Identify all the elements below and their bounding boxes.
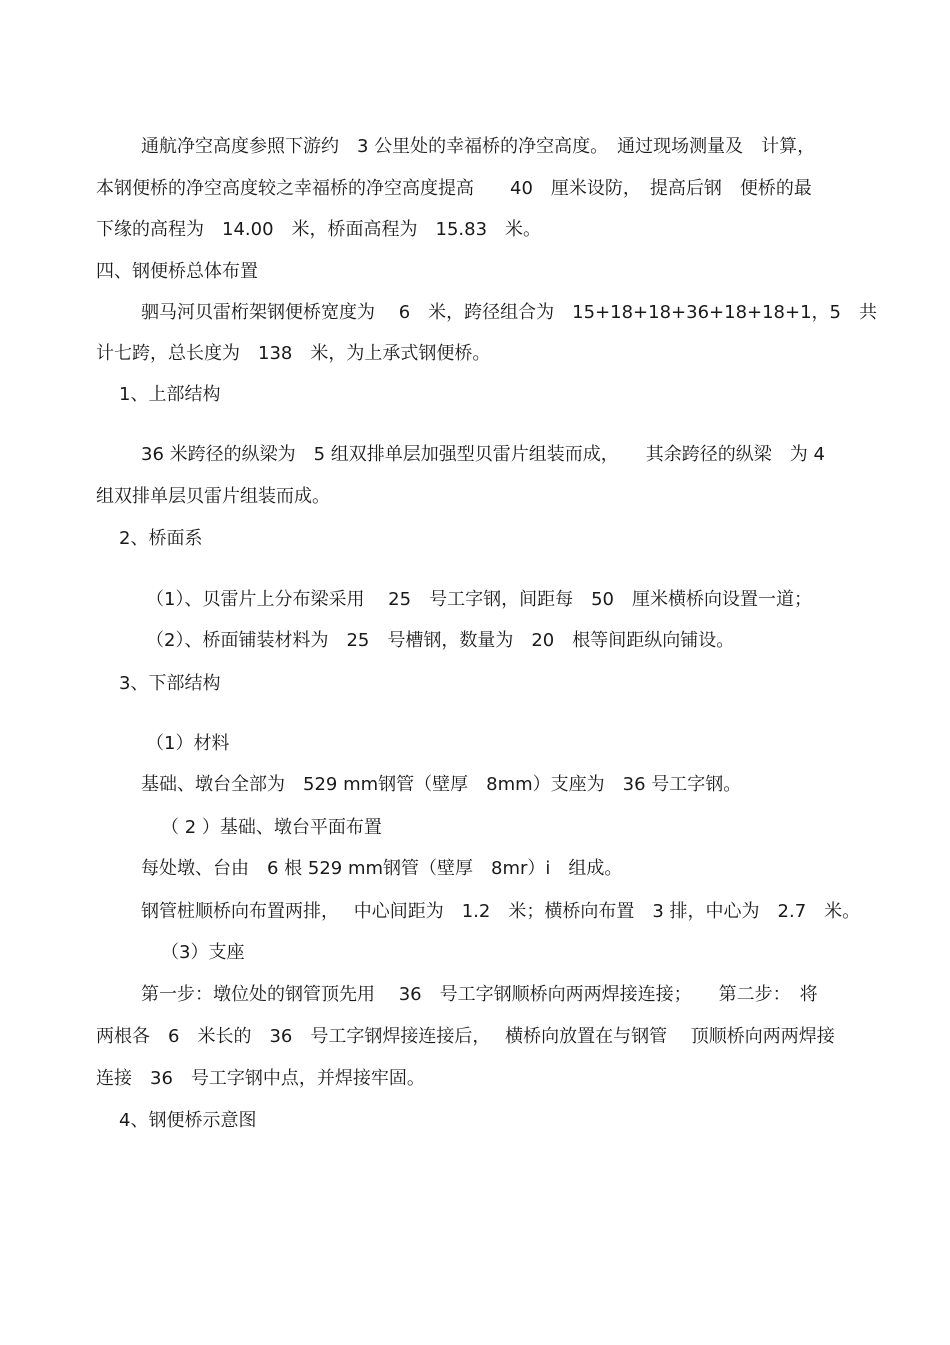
paragraph-line: 第一步：墩位处的钢管顶先用 36 号工字钢顺桥向两两焊接连接； 第二步： 将 <box>141 984 818 1005</box>
paragraph-line: 每处墩、台由 6 根 529 mm钢管（壁厚 8mr）i 组成。 <box>141 858 623 879</box>
paragraph-line: 钢管桩顺桥向布置两排， 中心间距为 1.2 米；横桥向布置 3 排，中心为 2.7 米。 <box>141 901 861 922</box>
paragraph-line: 本钢便桥的净空高度较之幸福桥的净空高度提高 40 厘米设防， 提高后钢 便桥的最 <box>96 178 812 199</box>
list-item: （1）、贝雷片上分布梁采用 25 号工字钢，间距每 50 厘米横桥向设置一道； <box>146 589 812 610</box>
paragraph-line: 36 米跨径的纵梁为 5 组双排单层加强型贝雷片组装而成， 其余跨径的纵梁 为 4 <box>141 444 825 465</box>
paragraph-line: 两根各 6 米长的 36 号工字钢焊接连接后， 横桥向放置在与钢管 顶顺桥向两两焊接 <box>96 1026 835 1047</box>
item-heading: （1）材料 <box>146 733 230 754</box>
paragraph-line: 计七跨，总长度为 138 米，为上承式钢便桥。 <box>96 343 491 364</box>
paragraph-line: 下缘的高程为 14.00 米，桥面高程为 15.83 米。 <box>96 219 542 240</box>
paragraph-line: 驷马河贝雷桁架钢便桥宽度为 6 米，跨径组合为 15+18+18+36+18+18+1，5 共 <box>141 302 877 323</box>
list-item: （2）、桥面铺装材料为 25 号槽钢，数量为 20 根等间距纵向铺设。 <box>146 630 735 651</box>
paragraph-line: 基础、墩台全部为 529 mm钢管（壁厚 8mm）支座为 36 号工字钢。 <box>141 774 742 795</box>
paragraph-line: 组双排单层贝雷片组装而成。 <box>96 486 330 507</box>
section-heading: 四、钢便桥总体布置 <box>96 261 258 282</box>
subsection-heading: 2、桥面系 <box>119 528 203 549</box>
item-heading: （ 2 ）基础、墩台平面布置 <box>161 817 382 838</box>
subsection-heading: 3、下部结构 <box>119 673 221 694</box>
subsection-heading: 1、上部结构 <box>119 384 221 405</box>
item-heading: （3）支座 <box>161 942 245 963</box>
subsection-heading: 4、钢便桥示意图 <box>119 1110 257 1131</box>
paragraph-line: 通航净空高度参照下游约 3 公里处的幸福桥的净空高度。 通过现场测量及 计算， <box>141 136 816 157</box>
paragraph-line: 连接 36 号工字钢中点，并焊接牢固。 <box>96 1068 425 1089</box>
